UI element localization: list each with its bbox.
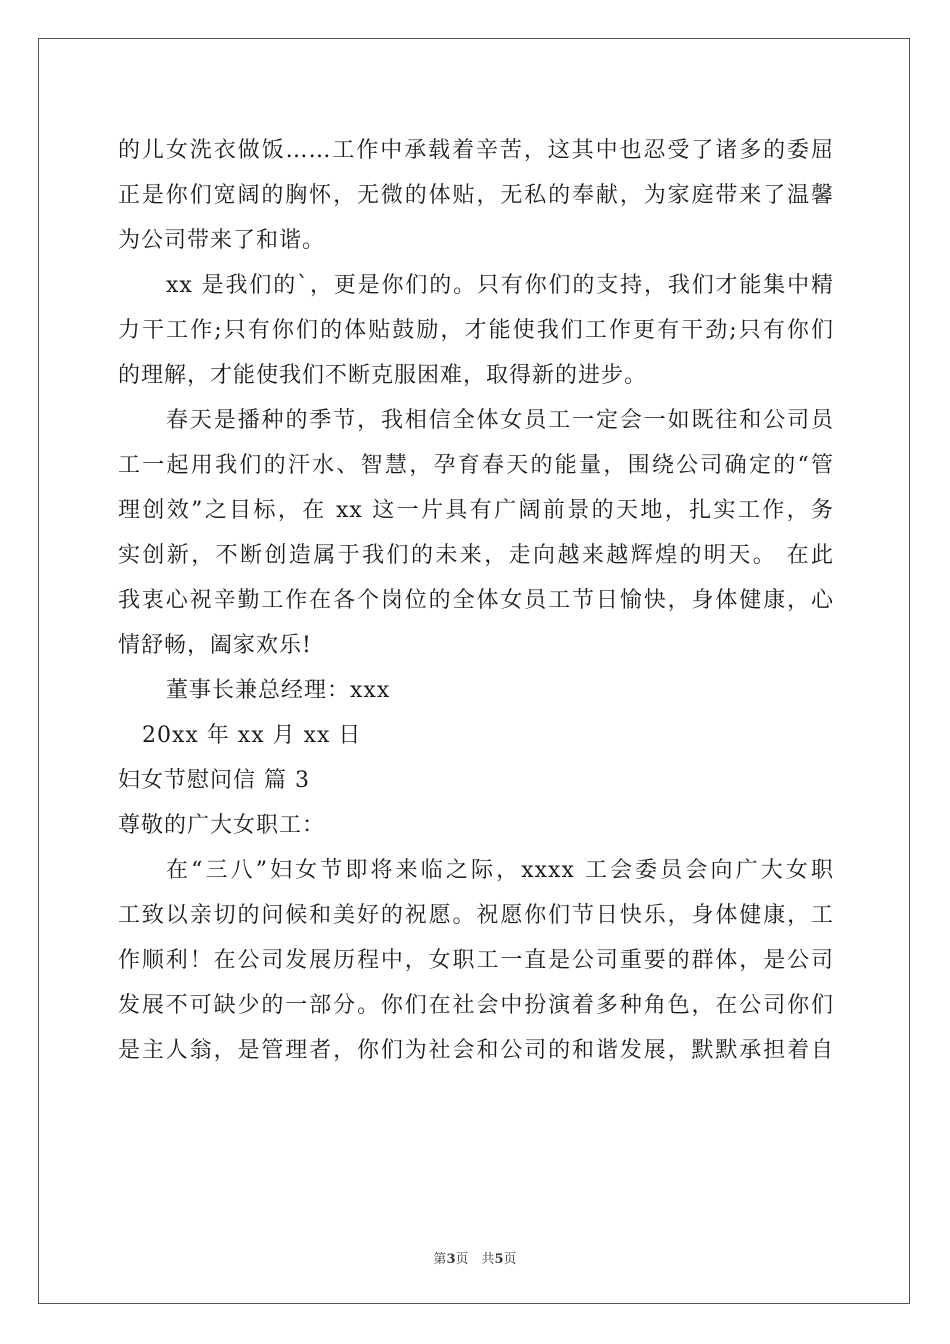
text-line: 理创效”之目标，在 xx 这一片具有广阔前景的天地，扎实工作，务	[118, 498, 834, 523]
total-pages-number: 5	[494, 1252, 504, 1267]
text-line: 的理解，才能使我们不断克服困难，取得新的进步。	[118, 363, 648, 388]
text-line: 实创新，不断创造属于我们的未来，走向越来越辉煌的明天。 在此	[118, 543, 834, 568]
text-line: 我衷心祝辛勤工作在各个岗位的全体女员工节日愉快，身体健康，心	[118, 588, 834, 613]
page-suffix: 页	[503, 1252, 517, 1267]
paragraph-start: xx 是我们的`，更是你们的。只有你们的支持，我们才能集中精	[166, 273, 834, 298]
section-heading: 妇女节慰问信 篇 3	[118, 768, 310, 793]
document-body	[118, 128, 834, 1073]
text-line: 工一起用我们的汗水、智慧，孕育春天的能量，围绕公司确定的“管	[118, 453, 834, 478]
text-line: 正是你们宽阔的胸怀，无微的体贴，无私的奉献，为家庭带来了温馨	[118, 183, 834, 208]
page-mid: 页 共	[455, 1252, 495, 1267]
paragraph-start: 春天是播种的季节，我相信全体女员工一定会一如既往和公司员	[166, 408, 834, 433]
text-line: 为公司带来了和谐。	[118, 228, 326, 253]
text-line: 作顺利！在公司发展历程中，女职工一直是公司重要的群体，是公司	[118, 948, 834, 973]
signature-line: 董事长兼总经理：xxx	[166, 678, 391, 703]
date-line: 20xx 年 xx 月 xx 日	[142, 723, 362, 748]
text-line: 是主人翁，是管理者，你们为社会和公司的和谐发展，默默承担着自	[118, 1038, 834, 1063]
text-line: 情舒畅，阖家欢乐!	[118, 633, 312, 658]
text-line: 力干工作;只有你们的体贴鼓励，才能使我们工作更有干劲;只有你们	[118, 318, 834, 343]
page-footer	[0, 1248, 950, 1267]
text-line: 工致以亲切的问候和美好的祝愿。祝愿你们节日快乐，身体健康，工	[118, 903, 834, 928]
salutation: 尊敬的广大女职工：	[118, 813, 326, 838]
text-line: 的儿女洗衣做饭……工作中承载着辛苦，这其中也忍受了诸多的委屈	[118, 138, 834, 163]
page-prefix: 第	[433, 1252, 447, 1267]
paragraph-start: 在“三八”妇女节即将来临之际，xxxx 工会委员会向广大女职	[166, 858, 834, 883]
text-line: 发展不可缺少的一部分。你们在社会中扮演着多种角色，在公司你们	[118, 993, 834, 1018]
current-page-number: 3	[446, 1252, 456, 1267]
